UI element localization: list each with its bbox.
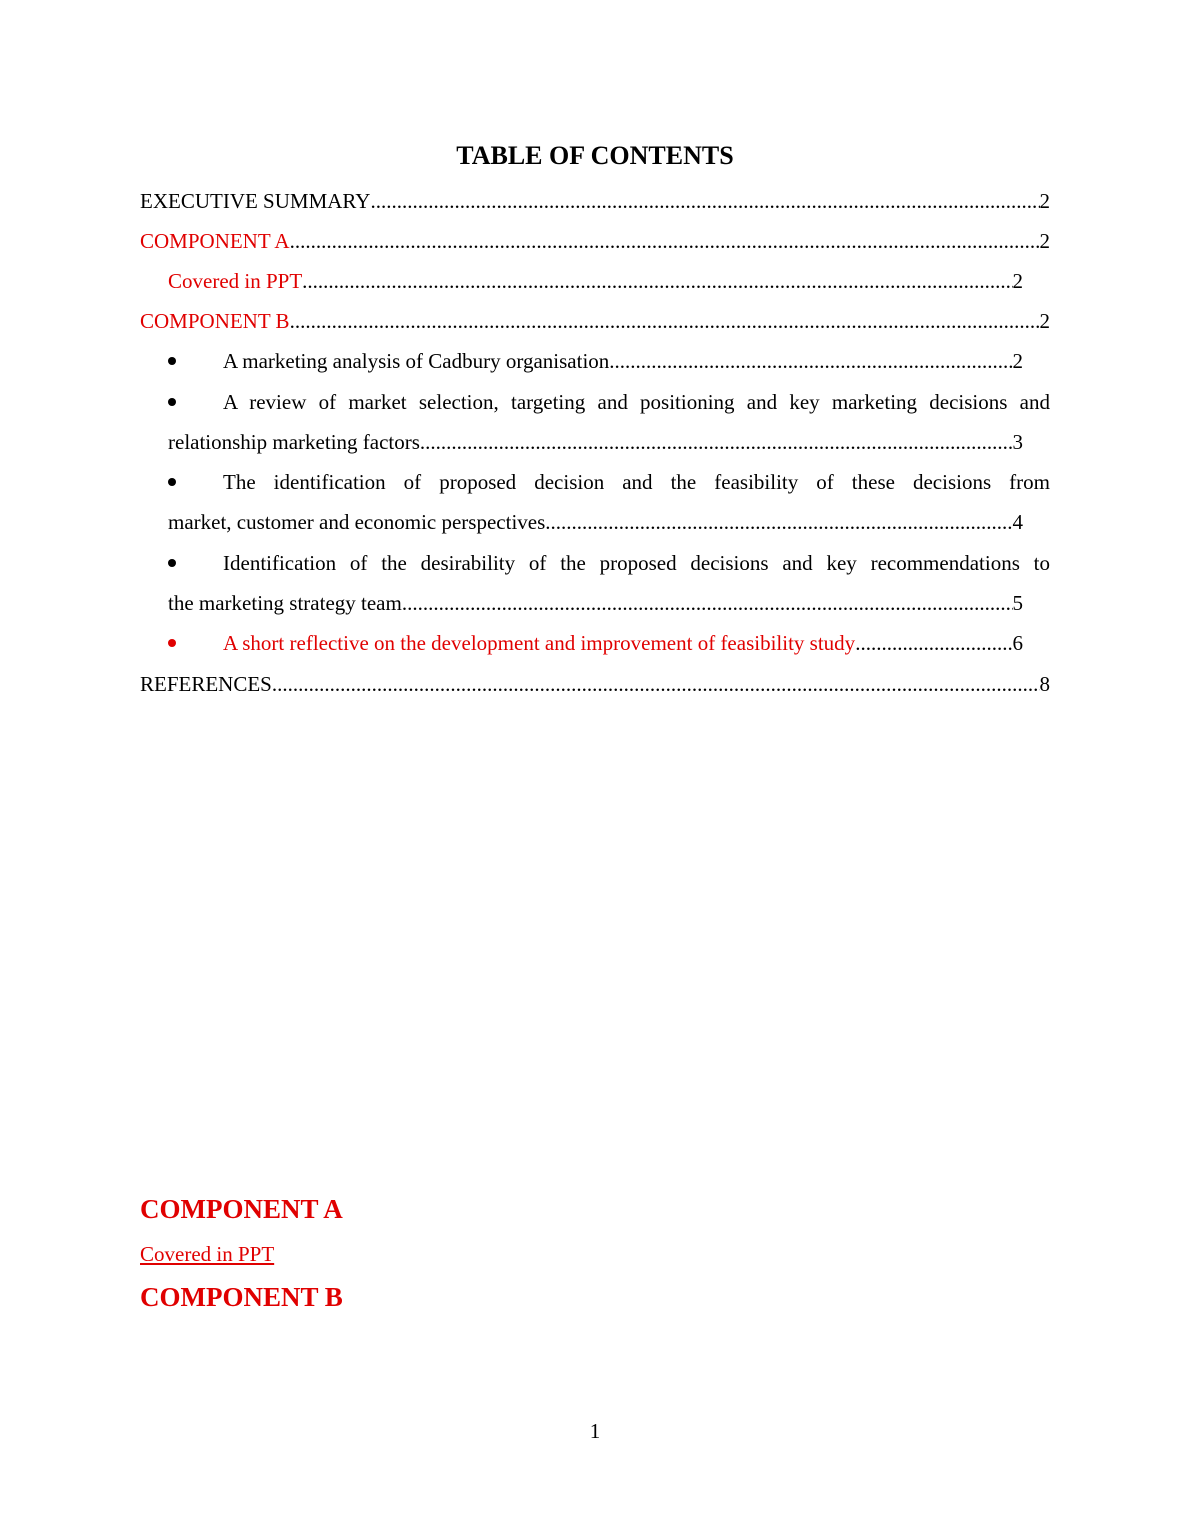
bullet-icon	[168, 639, 176, 647]
toc-entry-label: COMPONENT B	[140, 309, 290, 333]
toc-entry-label: A short reflective on the development and improvement of feasibility study	[223, 631, 856, 655]
toc-entry-label: relationship marketing factors	[168, 430, 420, 454]
toc-entry-proposed-decision-line1[interactable]	[223, 467, 1050, 497]
toc-leader-dots	[609, 346, 1012, 376]
component-a-heading: COMPONENT A	[140, 1194, 343, 1224]
toc-leader-dots	[370, 186, 1039, 216]
toc-entry-label: the marketing strategy team	[168, 591, 402, 615]
component-b-heading: COMPONENT B	[140, 1282, 343, 1312]
toc-entry-label: A marketing analysis of Cadbury organisation	[223, 349, 610, 373]
toc-entry-page: 8	[1039, 672, 1050, 696]
toc-entry-page: 2	[1039, 309, 1050, 333]
toc-leader-dots	[290, 306, 1040, 336]
toc-entry-references[interactable]	[140, 669, 1050, 699]
toc-entry-label: Covered in PPT	[168, 269, 303, 293]
toc-entry-label: Identification of the desirability of the proposed decisions and key recommendations to	[223, 551, 1050, 575]
toc-entry-label: The identification of proposed decision and the feasibility of these decisions from	[223, 470, 1050, 494]
toc-leader-dots	[402, 588, 1013, 618]
covered-in-ppt-link[interactable]: Covered in PPT	[140, 1242, 275, 1266]
toc-title: TABLE OF CONTENTS	[456, 141, 734, 170]
toc-entry-page: 2	[1039, 189, 1050, 213]
toc-entry-component-a[interactable]	[140, 226, 1050, 256]
toc-leader-dots	[272, 669, 1040, 699]
page-number: 1	[589, 1419, 601, 1443]
toc-entry-label: COMPONENT A	[140, 229, 290, 253]
bullet-icon	[168, 357, 176, 365]
toc-entry-short-reflective[interactable]	[223, 628, 1023, 658]
toc-entry-page: 3	[1012, 430, 1023, 454]
toc-leader-dots	[302, 266, 1012, 296]
toc-entry-desirability-line2[interactable]	[168, 588, 1023, 618]
toc-entry-proposed-decision-line2[interactable]	[168, 507, 1023, 537]
toc-entry-label: A review of market selection, targeting and positioning and key marketing decisions and	[223, 390, 1050, 414]
toc-entry-label: REFERENCES	[140, 672, 272, 696]
toc-entry-page: 6	[1012, 631, 1023, 655]
toc-entry-executive-summary[interactable]	[140, 186, 1050, 216]
toc-leader-dots	[420, 427, 1013, 457]
toc-entry-covered-in-ppt[interactable]	[168, 266, 1023, 296]
toc-entry-page: 4	[1012, 510, 1023, 534]
toc-entry-page: 2	[1039, 229, 1050, 253]
toc-leader-dots	[855, 628, 1012, 658]
toc-entry-desirability-line1[interactable]	[223, 548, 1050, 578]
bullet-icon	[168, 559, 176, 567]
toc-entry-market-selection-line2[interactable]	[168, 427, 1023, 457]
toc-entry-label: market, customer and economic perspectives	[168, 510, 546, 534]
toc-leader-dots	[545, 507, 1012, 537]
toc-entry-page: 2	[1012, 269, 1023, 293]
toc-leader-dots	[290, 226, 1040, 256]
toc-entry-market-selection-line1[interactable]	[223, 387, 1050, 417]
toc-entry-component-b[interactable]	[140, 306, 1050, 336]
toc-entry-marketing-analysis[interactable]	[223, 346, 1023, 376]
toc-entry-page: 5	[1012, 591, 1023, 615]
bullet-icon	[168, 478, 176, 486]
toc-entry-label: EXECUTIVE SUMMARY	[140, 189, 371, 213]
toc-entry-page: 2	[1012, 349, 1023, 373]
bullet-icon	[168, 398, 176, 406]
